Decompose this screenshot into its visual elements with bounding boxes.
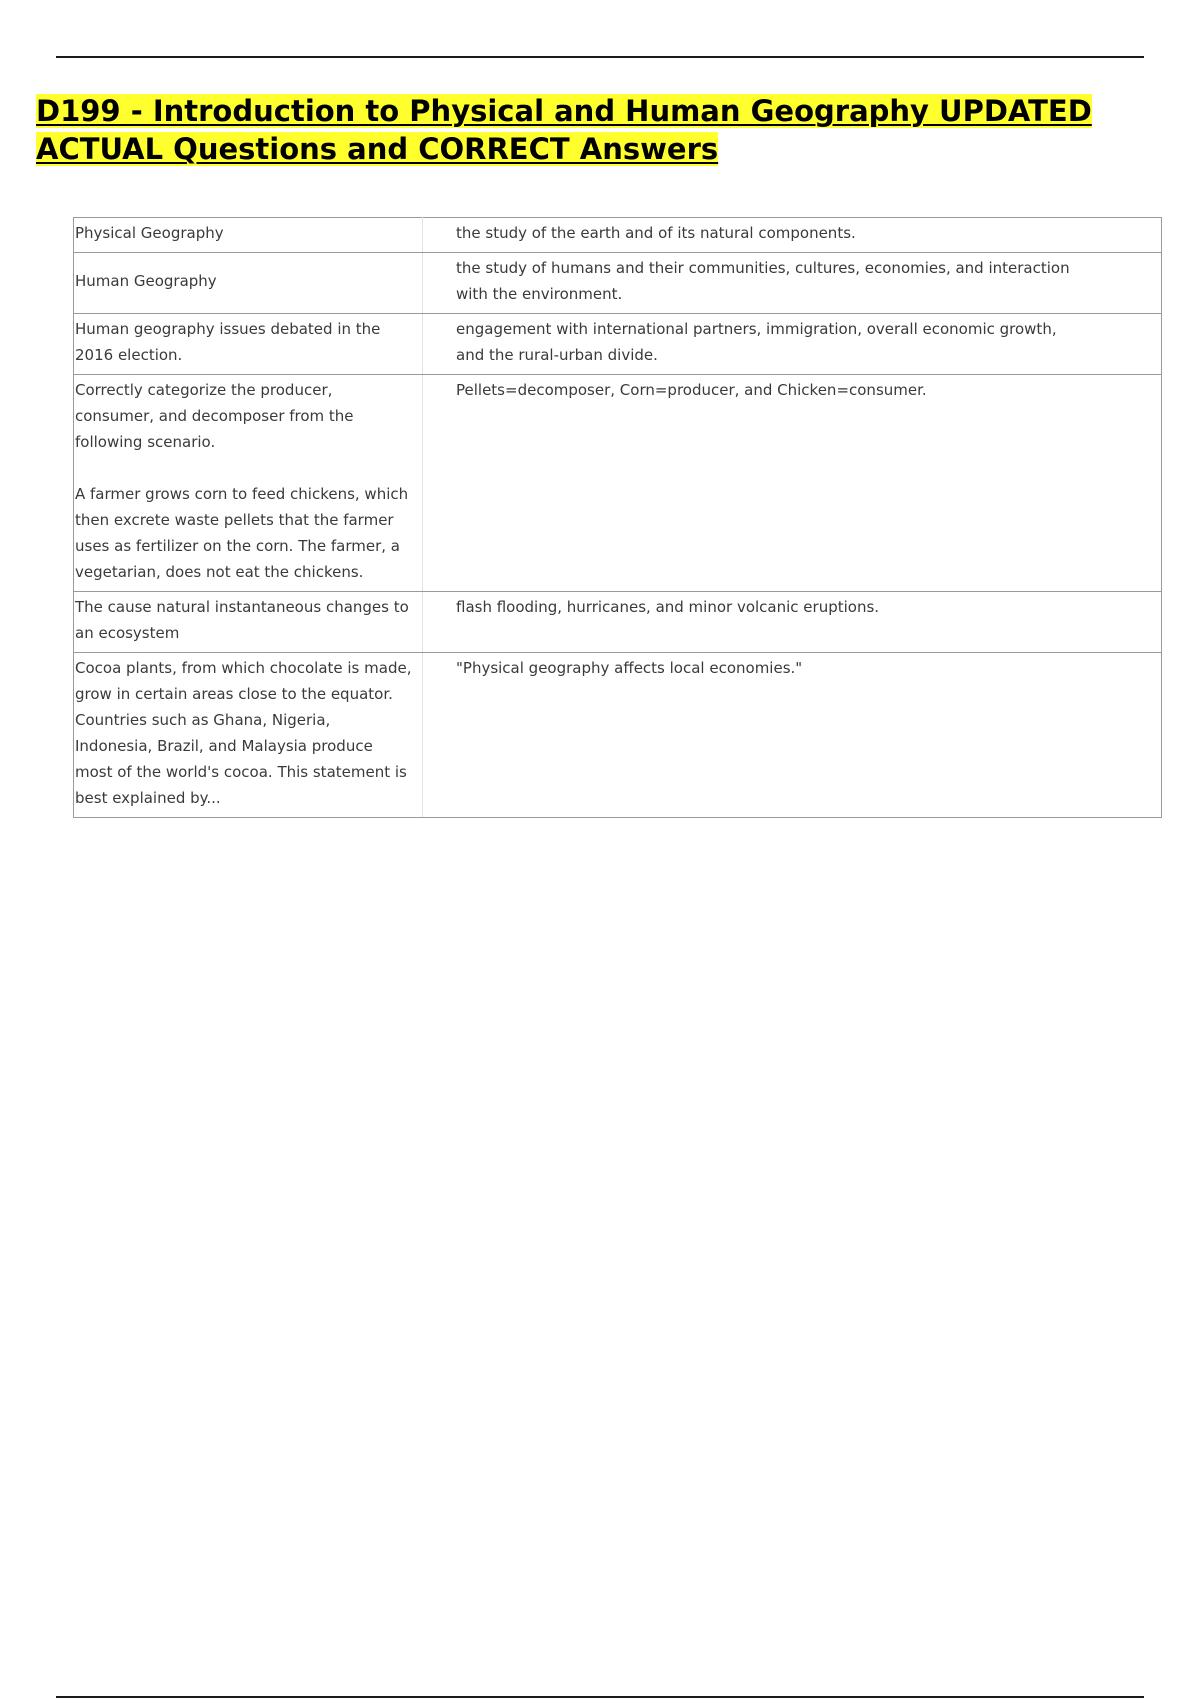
- definition-cell: flash flooding, hurricanes, and minor volcanic eruptions.: [423, 592, 1162, 653]
- term-cell: The cause natural instantaneous changes to an ecosystem: [74, 592, 423, 653]
- footer-rule: [56, 1696, 1144, 1698]
- definition-cell: the study of the earth and of its natural components.: [423, 218, 1162, 253]
- document-title: [36, 92, 1156, 168]
- table-row: [74, 375, 1162, 592]
- term-cell: Cocoa plants, from which chocolate is made, grow in certain areas close to the equator. Countries such as Ghana, Nigeria, Indonesia, Brazil, and Malaysia produce most of the world's cocoa. This statement is best explained by...: [74, 653, 423, 818]
- qa-table: [73, 217, 1162, 818]
- term-cell: [74, 375, 423, 592]
- header-rule: [56, 56, 1144, 58]
- definition-cell: Pellets=decomposer, Corn=producer, and Chicken=consumer.: [423, 375, 1162, 592]
- term-question: Correctly categorize the producer, consumer, and decomposer from the following scenario.: [75, 381, 354, 451]
- definition-cell: "Physical geography affects local economies.": [423, 653, 1162, 818]
- table-row: [74, 592, 1162, 653]
- title-highlight: D199 - Introduction to Physical and Human Geography UPDATED ACTUAL Questions and CORRECT Answers: [36, 94, 1092, 166]
- definition-cell: the study of humans and their communities, cultures, economies, and interaction with the environment.: [423, 253, 1162, 314]
- term-cell: Physical Geography: [74, 218, 423, 253]
- term-cell: Human Geography: [74, 253, 423, 314]
- table-row: [74, 218, 1162, 253]
- table-row: [74, 314, 1162, 375]
- term-scenario: A farmer grows corn to feed chickens, which then excrete waste pellets that the farmer uses as fertilizer on the corn. The farmer, a vegetarian, does not eat the chickens.: [75, 485, 409, 581]
- table-row: [74, 653, 1162, 818]
- definition-cell: engagement with international partners, immigration, overall economic growth, and the rural-urban divide.: [423, 314, 1162, 375]
- paragraph-gap: [75, 455, 412, 481]
- term-cell: Human geography issues debated in the 2016 election.: [74, 314, 423, 375]
- table-row: [74, 253, 1162, 314]
